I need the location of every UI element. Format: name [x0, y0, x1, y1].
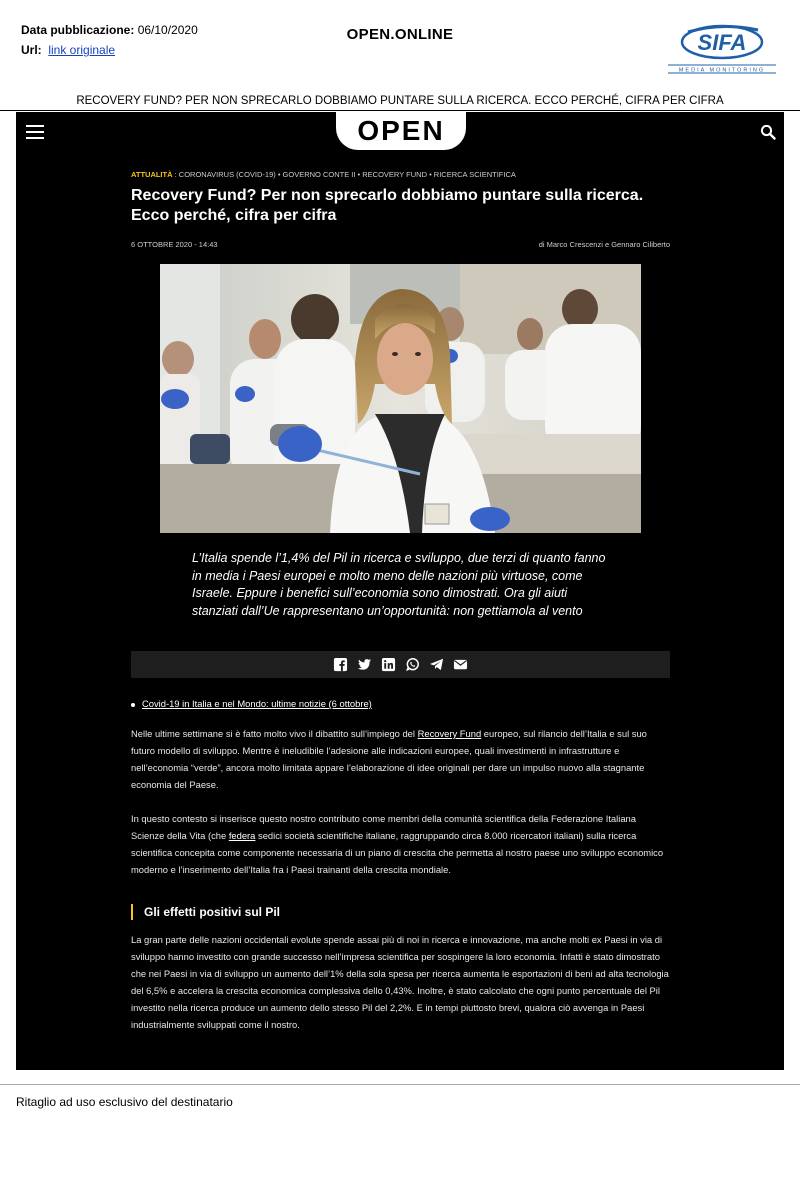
search-icon[interactable]: [760, 124, 776, 140]
open-logo[interactable]: OPEN: [336, 112, 466, 150]
telegram-icon[interactable]: [429, 657, 444, 672]
sifa-logo-sub: MEDIA MONITORING: [678, 67, 766, 74]
paragraph-1-text-cont: europeo, sul rilancio dell’Italia e sul suo futuro modello di sviluppo. Mentre è ineludibile l’adesione alle indicazioni europee, quali investimenti in infrastrutture e nell’economia “verde”, ancora molto limitata appare l’elaborazione di idee originali per dare un impulso nuovo alla stagnante economia del Paese.: [131, 728, 647, 790]
divider: [0, 110, 800, 111]
related-news-link[interactable]: Covid-19 in Italia e nel Mondo: ultime notizie (6 ottobre): [142, 698, 372, 709]
category-label[interactable]: ATTUALITÀ: [131, 170, 173, 179]
date-label: Data pubblicazione:: [21, 23, 135, 37]
url-label: Url:: [21, 43, 42, 57]
paragraph-2-text-cont: sedici società scientifiche italiane, raggruppando circa 8.000 ricercatori italiani) sulla ricerca scientifica concepita come componente necessaria di un piano di crescita che permetta al nostro paese uno sviluppo economico moderno e l’inserimento dell’Italia fra i Paesi trainanti della crescita mondiale.: [131, 830, 664, 875]
sifa-logo: [666, 18, 778, 76]
section-heading: Gli effetti positivi sul Pil: [131, 904, 280, 920]
source-name: OPEN.ONLINE: [346, 26, 454, 43]
article-title: Recovery Fund? Per non sprecarlo dobbiamo puntare sulla ricerca. Ecco perché, cifra per cifra: [131, 187, 644, 224]
twitter-icon[interactable]: [357, 657, 372, 672]
date-value: 06/10/2020: [137, 23, 198, 37]
article-lead: L’Italia spende l’1,4% del Pil in ricerca e sviluppo, due terzi di quanto fanno in media i Paesi europei e molto meno delle nazioni più virtuose, come Israele. Eppure i benefici sull’economia sono dimostrati. Ora gli aiuti stanziati dall’Ue rappresentano un’opportunità: non gettiamola al vento: [192, 551, 606, 618]
clipping-headline: RECOVERY FUND? PER NON SPRECARLO DOBBIAMO PUNTARE SULLA RICERCA. ECCO PERCHÉ, CIFRA PER CIFRA: [76, 95, 724, 107]
paragraph-2: [131, 810, 671, 878]
footer-divider: [0, 1084, 800, 1085]
email-icon[interactable]: [453, 657, 468, 672]
menu-icon[interactable]: [26, 125, 44, 139]
tag-list[interactable]: : CORONAVIRUS (COVID-19) • GOVERNO CONTE II • RECOVERY FUND • RICERCA SCIENTIFICA: [172, 170, 516, 179]
federa-link[interactable]: federa: [228, 830, 256, 841]
sifa-logo-text: SIFA: [697, 30, 747, 55]
article-date: 6 OTTOBRE 2020 - 14:43: [131, 240, 218, 249]
bullet-dot: [131, 703, 135, 707]
paragraph-3: La gran parte delle nazioni occidentali evolute spende assai più di noi in ricerca e innovazione, ma anche molti ex Paesi in via di sviluppo hanno investito con grande successo nell’impresa scientifica per sospingere la loro economia. Infatti è stato dimostrato che nei Paesi in via di sviluppo un aumento dell’1% della sola spesa per ricerca aumenta le esportazioni di beni ad alta tecnologia del 6,5% e accelera la crescita economica complessiva dello 0,43%. Inoltre, è stato calcolato che ogni punto percentuale del Pil investito nella ricerca produce un aumento dello stesso Pil del 2,2%. E in tempi piuttosto brevi, qualora ciò avvenga in Paesi industrialmente sviluppati come il nostro.: [131, 934, 669, 1030]
linkedin-icon[interactable]: [381, 657, 396, 672]
recovery-fund-link[interactable]: Recovery Fund: [417, 728, 482, 739]
article-screenshot: [16, 112, 784, 1070]
paragraph-2-text: In questo contesto si inserisce questo nostro contributo come membri della comunità scientifica della Federazione Italiana Scienze della Vita (che: [131, 813, 636, 841]
share-bar: [131, 651, 670, 678]
article-author: di Marco Crescenzi e Gennaro Ciliberto: [538, 240, 670, 249]
paragraph-1: [131, 725, 671, 793]
footer-note: Ritaglio ad uso esclusivo del destinatario: [16, 1095, 233, 1109]
related-news-item: [131, 698, 372, 709]
original-link[interactable]: link originale: [48, 43, 116, 57]
facebook-icon[interactable]: [333, 657, 348, 672]
whatsapp-icon[interactable]: [405, 657, 420, 672]
article-photo: [160, 264, 641, 533]
article-tags: [131, 170, 516, 179]
paragraph-1-text: Nelle ultime settimane si è fatto molto vivo il dibattito sull’impiego del: [131, 728, 418, 739]
